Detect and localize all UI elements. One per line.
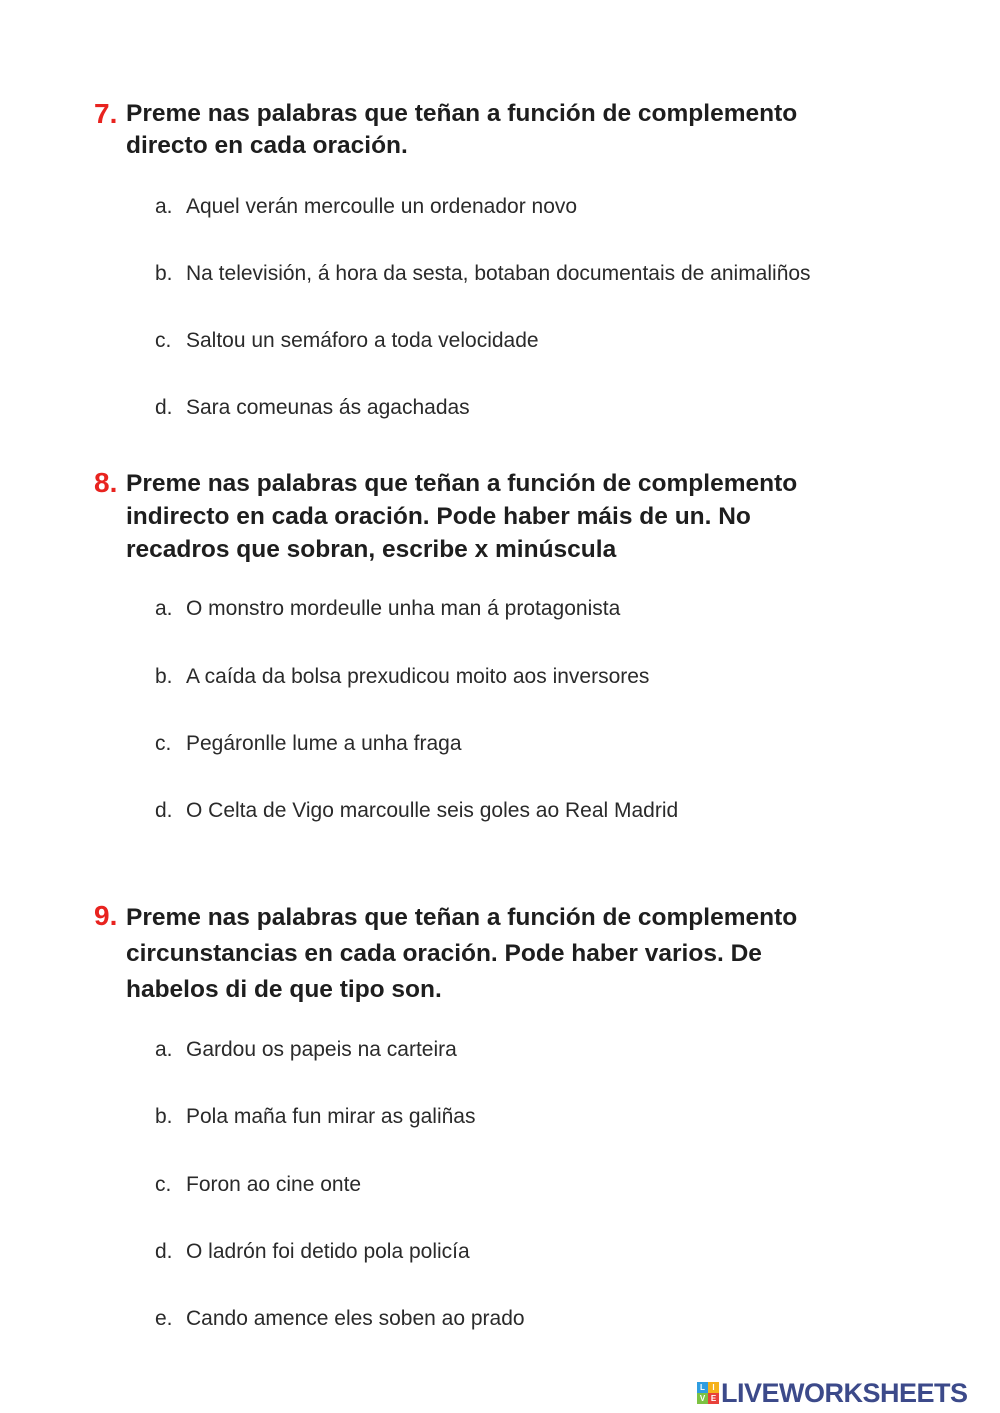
list-item[interactable] (0, 1307, 1000, 1335)
item-letter: b. (155, 1105, 173, 1128)
question-prompt-line: indirecto en cada oración. Pode haber máis de un. No (126, 503, 751, 530)
item-sentence[interactable]: Gardou os papeis na carteira (186, 1038, 457, 1061)
list-item[interactable] (0, 396, 1000, 424)
question-prompt (126, 467, 906, 566)
item-letter: c. (155, 1173, 172, 1196)
question-prompt-line: Preme nas palabras que teñan a función de complemento (126, 470, 798, 497)
item-letter: c. (155, 329, 172, 352)
item-sentence[interactable]: Pegáronlle lume a unha fraga (186, 732, 462, 755)
item-sentence[interactable]: Pola maña fun mirar as galiñas (186, 1105, 476, 1128)
item-letter: b. (155, 262, 173, 285)
item-letter: a. (155, 597, 173, 620)
item-sentence[interactable]: Foron ao cine onte (186, 1173, 362, 1196)
item-letter: d. (155, 396, 173, 419)
question-number: 9. (94, 900, 118, 931)
item-letter: e. (155, 1307, 173, 1330)
item-sentence[interactable]: A caída da bolsa prexudicou moito aos inversores (186, 665, 650, 688)
question-prompt-line: circunstancias en cada oración. Pode haber varios. De (126, 940, 762, 967)
question-prompt (126, 900, 906, 1008)
item-sentence[interactable]: O monstro mordeulle unha man á protagonista (186, 597, 621, 620)
question-prompt-line: Preme nas palabras que teñan a función de complemento (126, 904, 798, 931)
logo-icon-letter: I (708, 1382, 719, 1393)
list-item[interactable] (0, 1240, 1000, 1268)
list-item[interactable] (0, 732, 1000, 760)
logo-icon-letter: E (708, 1393, 719, 1404)
list-item[interactable] (0, 262, 1000, 290)
item-letter: a. (155, 1038, 173, 1061)
item-sentence[interactable]: Na televisión, á hora da sesta, botaban documentais de animaliños (186, 262, 811, 285)
item-sentence[interactable]: Saltou un semáforo a toda velocidade (186, 329, 539, 352)
item-sentence[interactable]: Aquel verán mercoulle un ordenador novo (186, 195, 578, 218)
list-item[interactable] (0, 799, 1000, 827)
list-item[interactable] (0, 1038, 1000, 1066)
item-letter: c. (155, 732, 172, 755)
question-prompt-line: habelos di de que tipo son. (126, 976, 442, 1003)
liveworksheets-logo-icon (697, 1382, 719, 1404)
item-letter: d. (155, 799, 173, 822)
logo-icon-letter: V (697, 1393, 708, 1404)
question-number: 8. (94, 467, 118, 498)
item-letter: d. (155, 1240, 173, 1263)
list-item[interactable] (0, 195, 1000, 223)
question-prompt-line: recadros que sobran, escribe x minúscula (126, 536, 617, 563)
liveworksheets-logo (697, 1378, 968, 1408)
list-item[interactable] (0, 1173, 1000, 1201)
logo-text: LIVEWORKSHEETS (721, 1377, 968, 1408)
list-item[interactable] (0, 329, 1000, 357)
item-sentence[interactable]: O ladrón foi detido pola policía (186, 1240, 470, 1263)
question-prompt (126, 98, 906, 162)
item-letter: a. (155, 195, 173, 218)
question-prompt-line: directo en cada oración. (126, 132, 408, 159)
question-number: 7. (94, 98, 118, 129)
logo-icon-letter: L (697, 1382, 708, 1393)
item-sentence[interactable]: Sara comeunas ás agachadas (186, 396, 470, 419)
item-sentence[interactable]: Cando amence eles soben ao prado (186, 1307, 525, 1330)
list-item[interactable] (0, 597, 1000, 625)
question-prompt-line: Preme nas palabras que teñan a función de complemento (126, 100, 798, 127)
item-letter: b. (155, 665, 173, 688)
list-item[interactable] (0, 665, 1000, 693)
list-item[interactable] (0, 1105, 1000, 1133)
item-sentence[interactable]: O Celta de Vigo marcoulle seis goles ao Real Madrid (186, 799, 679, 822)
